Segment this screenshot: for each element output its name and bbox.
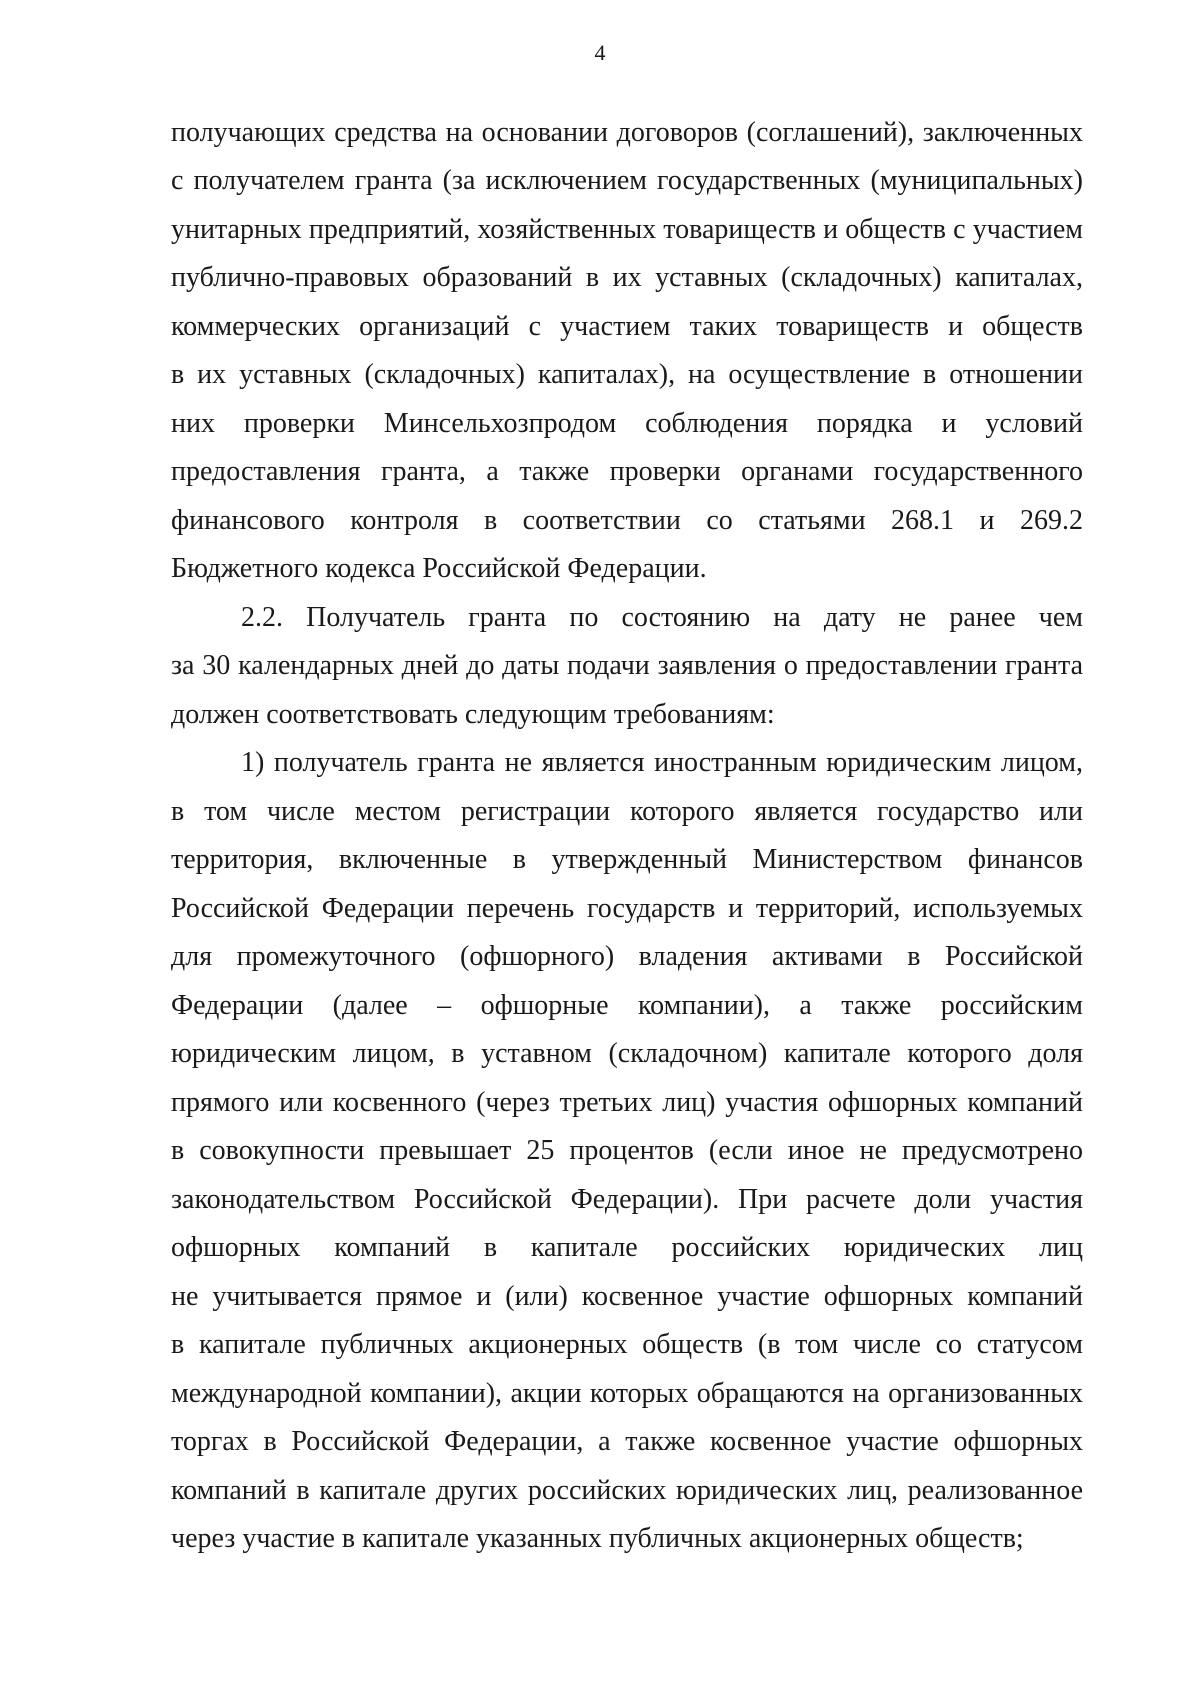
text-line: не учитывается прямое и (или) косвенное участие офшорных компаний <box>171 1281 1083 1312</box>
paragraph-start-line: 2.2. Получатель гранта по состоянию на дату не ранее чем <box>241 602 1083 633</box>
text-line: территория, включенные в утвержденный Министерством финансов <box>171 844 1083 875</box>
page-number: 4 <box>594 40 606 65</box>
text-line: в их уставных (складочных) капиталах), на осуществление в отношении <box>171 359 1083 390</box>
text-line: финансового контроля в соответствии со статьями 268.1 и 269.2 <box>171 505 1083 536</box>
text-line: юридическим лицом, в уставном (складочном) капитале которого доля <box>171 1038 1083 1069</box>
text-line: должен соответствовать следующим требованиям: <box>171 699 775 730</box>
text-line: законодательством Российской Федерации). При расчете доли участия <box>171 1184 1083 1215</box>
text-line: торгах в Российской Федерации, а также косвенное участие офшорных <box>171 1426 1083 1457</box>
text-line: прямого или косвенного (через третьих лиц) участия офшорных компаний <box>171 1087 1083 1118</box>
text-line: Федерации (далее – офшорные компании), а также российским <box>171 990 1083 1021</box>
text-line: компаний в капитале других российских юридических лиц, реализованное <box>171 1475 1083 1506</box>
text-line: унитарных предприятий, хозяйственных товариществ и обществ с участием <box>171 214 1083 245</box>
text-line: в капитале публичных акционерных обществ (в том числе со статусом <box>171 1329 1083 1360</box>
text-line: для промежуточного (офшорного) владения активами в Российской <box>171 941 1083 972</box>
text-line: офшорных компаний в капитале российских юридических лиц <box>171 1232 1083 1263</box>
text-line: в том числе местом регистрации которого является государство или <box>171 796 1083 827</box>
text-line: коммерческих организаций с участием таких товариществ и обществ <box>171 311 1083 342</box>
text-line: Бюджетного кодекса Российской Федерации. <box>171 553 707 584</box>
text-line: в совокупности превышает 25 процентов (если иное не предусмотрено <box>171 1135 1083 1166</box>
text-line: с получателем гранта (за исключением государственных (муниципальных) <box>171 165 1083 196</box>
text-line: публично-правовых образований в их уставных (складочных) капиталах, <box>171 262 1083 293</box>
paragraph-start-line: 1) получатель гранта не является иностранным юридическим лицом, <box>241 747 1083 778</box>
text-line: международной компании), акции которых обращаются на организованных <box>171 1378 1083 1409</box>
text-line: них проверки Минсельхозпродом соблюдения порядка и условий <box>171 408 1083 439</box>
text-line: получающих средства на основании договоров (соглашений), заключенных <box>171 117 1083 148</box>
text-line: за 30 календарных дней до даты подачи заявления о предоставлении гранта <box>171 650 1083 681</box>
text-line: Российской Федерации перечень государств и территорий, используемых <box>171 893 1083 924</box>
document-body <box>171 0 1083 1697</box>
text-line: предоставления гранта, а также проверки органами государственного <box>171 456 1083 487</box>
text-line: через участие в капитале указанных публичных акционерных обществ; <box>171 1523 1024 1554</box>
